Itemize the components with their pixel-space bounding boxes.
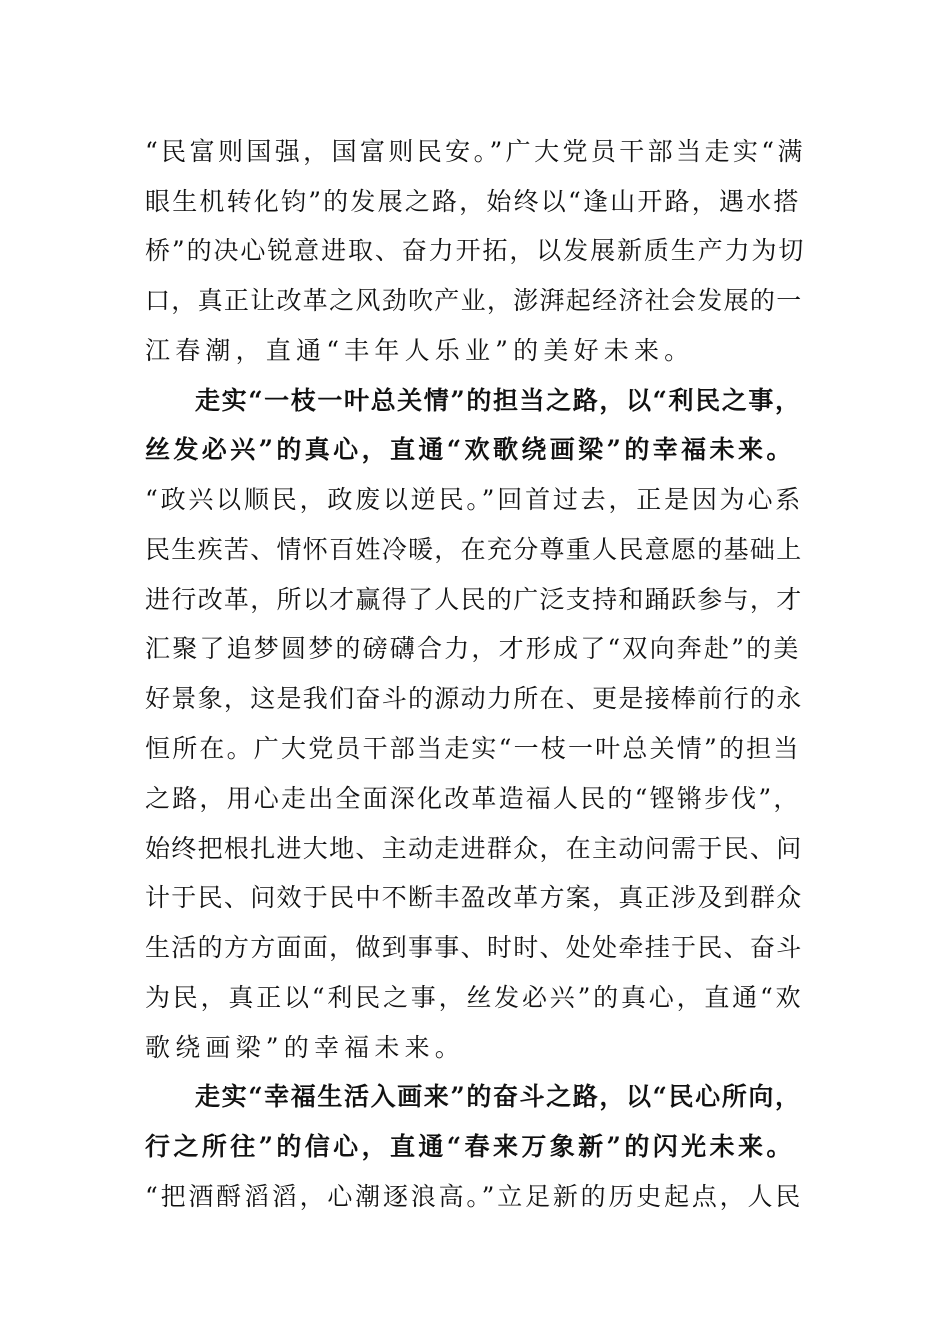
- section-heading-line: 行之所往”的信心，直通“春来万象新”的闪光未来。: [145, 1132, 795, 1161]
- section-heading-line: 走实“一枝一叶总关情”的担当之路，以“利民之事，: [195, 386, 802, 415]
- paragraph-line: 口，真正让改革之风劲吹产业，澎湃起经济社会发展的一: [145, 286, 803, 315]
- paragraph-line: 为民，真正以“利民之事，丝发必兴”的真心，直通“欢: [145, 983, 804, 1012]
- section-heading-line: 走实“幸福生活入画来”的奋斗之路，以“民心所向，: [195, 1082, 802, 1111]
- paragraph-line: 计于民、问效于民中不断丰盈改革方案，真正涉及到群众: [145, 883, 803, 912]
- paragraph-line: 恒所在。广大党员干部当走实“一枝一叶总关情”的担当: [145, 734, 801, 763]
- paragraph-line: “政兴以顺民，政废以逆民。”回首过去，正是因为心系: [145, 485, 804, 514]
- paragraph-line: 生活的方方面面，做到事事、时时、处处牵挂于民、奋斗: [145, 933, 803, 962]
- paragraph-line: 眼生机转化钧”的发展之路，始终以“逢山开路，遇水搭: [145, 187, 801, 216]
- paragraph-line: “把酒酹滔滔，心潮逐浪高。”立足新的历史起点，人民: [145, 1182, 804, 1211]
- paragraph-line: 汇聚了追梦圆梦的磅礴合力，才形成了“双向奔赴”的美: [145, 634, 801, 663]
- paragraph-line: 之路，用心走出全面深化改革造福人民的“铿锵步伐”，: [145, 784, 801, 813]
- paragraph-line: 民生疾苦、情怀百姓冷暖，在充分尊重人民意愿的基础上: [145, 535, 803, 564]
- section-heading-line: 丝发必兴”的真心，直通“欢歌绕画梁”的幸福未来。: [145, 435, 795, 464]
- paragraph-line: 江春潮，直通“丰年人乐业”的美好未来。: [145, 336, 695, 365]
- paragraph-line: “民富则国强，国富则民安。”广大党员干部当走实“满: [145, 137, 806, 166]
- paragraph-line: 进行改革，所以才赢得了人民的广泛支持和踊跃参与，才: [145, 585, 803, 614]
- paragraph-line: 桥”的决心锐意进取、奋力开拓，以发展新质生产力为切: [145, 236, 806, 265]
- paragraph-line: 始终把根扎进大地、主动走进群众，在主动问需于民、问: [145, 834, 803, 863]
- paragraph-line: 好景象，这是我们奋斗的源动力所在、更是接棒前行的永: [145, 684, 803, 713]
- paragraph-line: 歌绕画梁”的幸福未来。: [145, 1033, 465, 1062]
